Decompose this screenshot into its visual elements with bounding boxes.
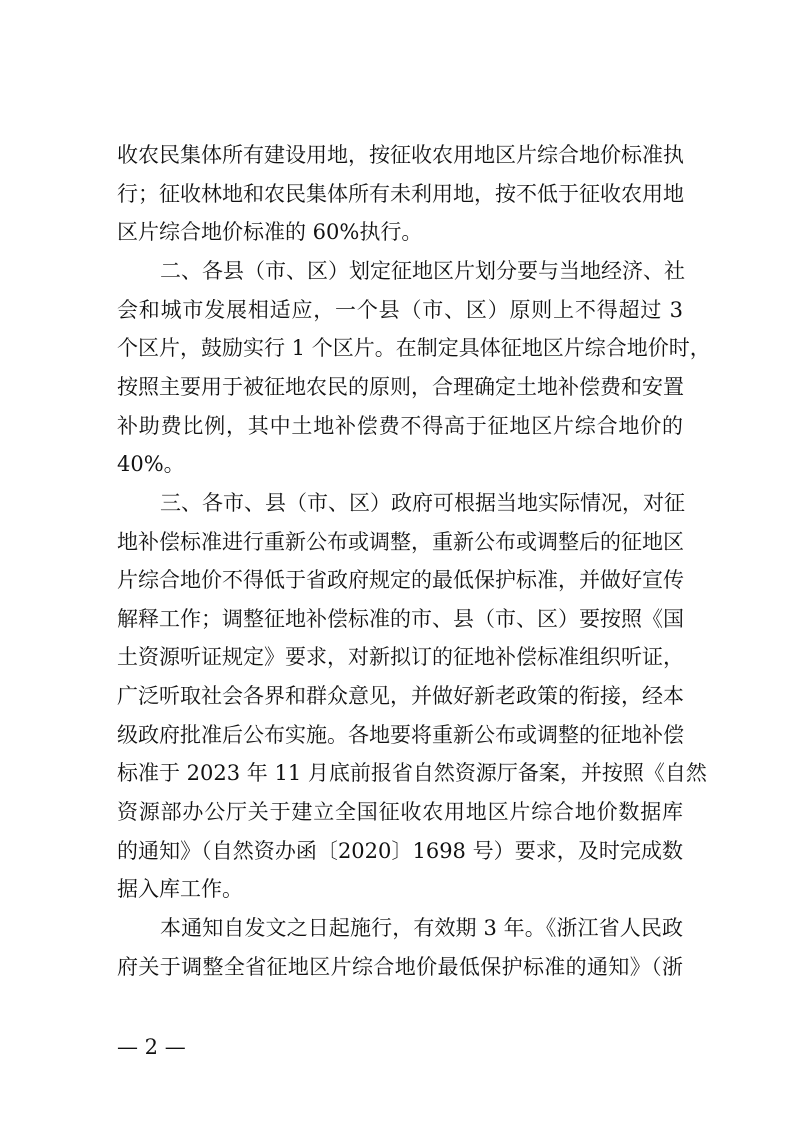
text-line: 片综合地价不得低于省政府规定的最低保护标准，并做好宣传 bbox=[117, 568, 684, 593]
text-line: 收农民集体所有建设用地，按征收农用地区片综合地价标准执 bbox=[117, 143, 684, 167]
text-line: 行；征收林地和农民集体所有未利用地，按不低于征收农用地 bbox=[117, 181, 684, 206]
text-line: 三、各市、县（市、区）政府可根据当地实际情况，对征 bbox=[160, 490, 685, 515]
text-line: 据入库工作。 bbox=[117, 877, 243, 902]
text-line: 个区片，鼓励实行 1 个区片。在制定具体征地区片综合地价时， bbox=[117, 336, 711, 361]
text-line: 区片综合地价标准的 60%执行。 bbox=[117, 220, 423, 245]
text-line: 解释工作；调整征地补偿标准的市、县（市、区）要按照《国 bbox=[117, 606, 684, 631]
text-line: 40%。 bbox=[117, 452, 185, 477]
page-number: — 2 — bbox=[117, 1035, 186, 1059]
text-line: 级政府批准后公布实施。各地要将重新公布或调整的征地补偿 bbox=[117, 722, 684, 747]
text-line: 按照主要用于被征地农民的原则，合理确定土地补偿费和安置 bbox=[117, 374, 684, 399]
text-line: 地补偿标准进行重新公布或调整，重新公布或调整后的征地区 bbox=[117, 529, 684, 554]
text-line: 标准于 2023 年 11 月底前报省自然资源厅备案，并按照《自然 bbox=[117, 761, 707, 786]
text-line: 府关于调整全省征地区片综合地价最低保护标准的通知》（浙 bbox=[117, 954, 683, 979]
text-line: 补助费比例，其中土地补偿费不得高于征地区片综合地价的 bbox=[117, 413, 683, 438]
text-line: 二、各县（市、区）划定征地区片划分要与当地经济、社 bbox=[160, 258, 685, 283]
text-line: 的通知》（自然资办函〔2020〕1698 号）要求，及时完成数 bbox=[117, 838, 683, 863]
text-line: 会和城市发展相适应，一个县（市、区）原则上不得超过 3 bbox=[117, 297, 683, 322]
text-line: 土资源听证规定》要求，对新拟订的征地补偿标准组织听证， bbox=[117, 645, 684, 670]
text-line: 资源部办公厅关于建立全国征收农用地区片综合地价数据库 bbox=[117, 800, 683, 825]
text-line: 广泛听取社会各界和群众意见，并做好新老政策的衔接，经本 bbox=[117, 684, 684, 709]
text-line: 本通知自发文之日起施行，有效期 3 年。《浙江省人民政 bbox=[160, 916, 683, 940]
